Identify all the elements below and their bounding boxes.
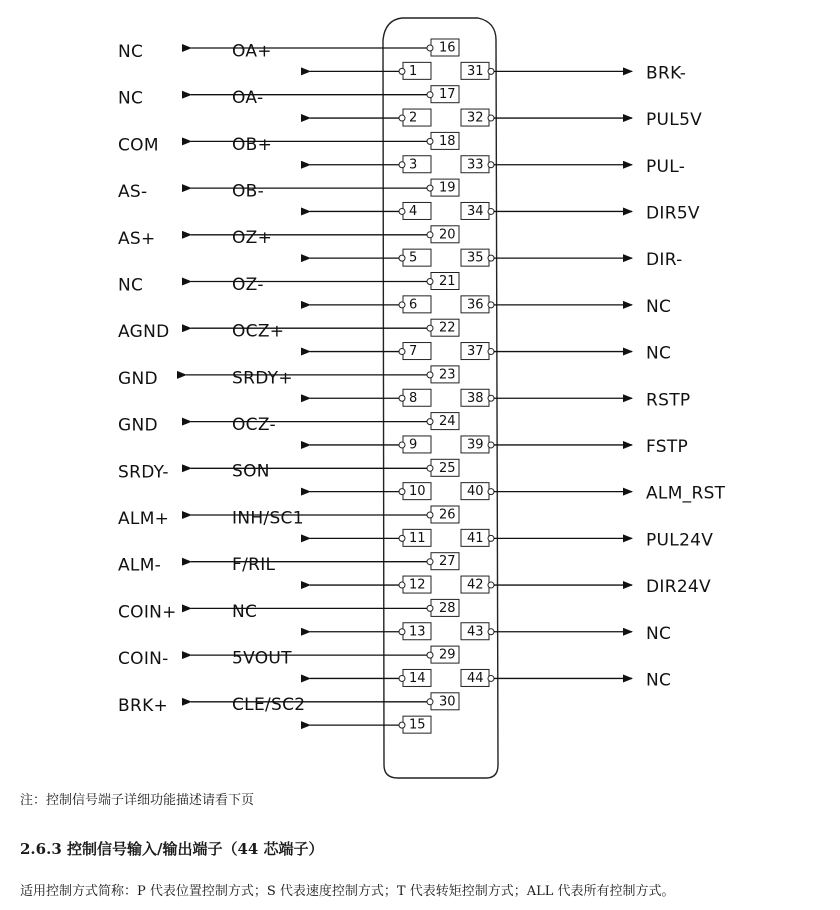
- pin-terminal: [399, 629, 405, 635]
- pin-number: 9: [409, 437, 418, 453]
- pin-number: 19: [439, 180, 456, 196]
- pin-terminal: [427, 605, 433, 611]
- signal-label-right: FSTP: [646, 436, 689, 457]
- signal-label-right: DIR-: [646, 250, 683, 271]
- pin-number: 22: [439, 320, 456, 336]
- pin-terminal: [488, 442, 494, 448]
- signal-label-mid: OCZ-: [232, 414, 276, 435]
- pin-terminal: [399, 442, 405, 448]
- pin-terminal: [427, 512, 433, 518]
- pin-terminal: [399, 115, 405, 121]
- signal-label-left: SRDY-: [118, 462, 169, 483]
- signal-label-right: BRK-: [646, 63, 687, 84]
- signal-label-left: AS-: [118, 182, 148, 203]
- pin-number: 42: [467, 577, 484, 593]
- pin-terminal: [427, 279, 433, 285]
- pin-number: 32: [467, 110, 484, 126]
- pin-terminal: [488, 629, 494, 635]
- pin-terminal: [488, 208, 494, 214]
- pin-number: 39: [467, 437, 484, 453]
- pin-number: 21: [439, 274, 456, 289]
- signal-label-mid: F/RIL: [232, 555, 276, 576]
- pin-number: 15: [409, 717, 426, 733]
- pin-number: 14: [409, 670, 426, 686]
- pin-number: 33: [467, 157, 484, 173]
- pin-number: 25: [439, 460, 456, 476]
- pin-number: 3: [409, 157, 418, 173]
- signal-label-mid: OZ-: [232, 274, 264, 295]
- pin-terminal: [399, 68, 405, 74]
- pin-terminal: [399, 255, 405, 261]
- pin-number: 27: [439, 554, 456, 570]
- pin-number: 44: [467, 670, 484, 686]
- signal-label-right: NC: [646, 296, 672, 317]
- pin-number: 30: [439, 694, 456, 710]
- signal-label-mid: OA-: [232, 88, 264, 109]
- pin-number: 24: [439, 414, 456, 430]
- signal-label-right: PUL-: [646, 156, 686, 177]
- pin-terminal: [427, 419, 433, 425]
- signal-label-left: ALM+: [118, 509, 170, 529]
- signal-label-left: AS+: [118, 228, 156, 249]
- pin-number: 28: [439, 600, 456, 616]
- pin-terminal: [427, 559, 433, 565]
- signal-label-left: COIN+: [118, 602, 177, 623]
- signal-label-mid: OB-: [232, 181, 265, 202]
- pin-terminal: [399, 162, 405, 168]
- signal-label-mid: SON: [232, 461, 270, 482]
- signal-label-right: DIR24V: [646, 577, 711, 598]
- pin-number: 5: [409, 250, 418, 266]
- signal-label-mid: 5VOUT: [232, 648, 292, 669]
- signal-label-right: ALM_RST: [646, 483, 726, 504]
- pin-terminal: [427, 92, 433, 98]
- signal-label-left: AGND: [118, 322, 170, 343]
- pin-number: 43: [467, 624, 484, 640]
- pin-terminal: [427, 465, 433, 471]
- section-heading: 2.6.3 控制信号输入/输出端子（44 芯端子）: [20, 840, 324, 858]
- signal-label-mid: INH/SC1: [232, 508, 304, 529]
- signal-label-left: COM: [118, 135, 159, 156]
- pin-terminal: [488, 68, 494, 74]
- pin-number: 17: [439, 87, 456, 103]
- signal-label-right: DIR5V: [646, 203, 700, 224]
- pin-number: 12: [409, 577, 426, 593]
- pin-number: 38: [467, 390, 484, 406]
- pin-terminal: [427, 699, 433, 705]
- pin-number: 41: [467, 530, 484, 546]
- pin-terminal: [488, 302, 494, 308]
- pin-number: 34: [467, 203, 484, 219]
- signal-label-mid: OA+: [232, 41, 272, 62]
- pin-number: 1: [409, 63, 418, 79]
- pin-number: 20: [439, 227, 456, 243]
- pin-terminal: [488, 349, 494, 355]
- pin-number: 16: [439, 40, 456, 56]
- pin-number: 6: [409, 297, 418, 313]
- pin-number: 29: [439, 647, 456, 663]
- pin-terminal: [399, 208, 405, 214]
- pin-number: 2: [409, 110, 418, 126]
- signal-label-right: PUL5V: [646, 110, 703, 131]
- pin-terminal: [488, 115, 494, 121]
- pin-number: 8: [409, 390, 418, 406]
- signal-label-right: NC: [646, 623, 672, 644]
- signal-label-mid: NC: [232, 601, 258, 622]
- pin-terminal: [427, 325, 433, 331]
- pin-terminal: [399, 722, 405, 728]
- signal-label-left: BRK+: [118, 695, 169, 716]
- signal-label-left: GND: [118, 415, 158, 436]
- pin-terminal: [488, 255, 494, 261]
- pin-terminal: [399, 535, 405, 541]
- pin-number: 36: [467, 297, 484, 313]
- signal-label-mid: OB+: [232, 134, 273, 155]
- pin-terminal: [488, 582, 494, 588]
- pin-number: 37: [467, 344, 484, 360]
- signal-label-left: NC: [118, 275, 144, 296]
- pins-layer: [118, 39, 726, 733]
- diagram-note: 注：控制信号端子详细功能描述请看下页: [20, 793, 255, 808]
- signal-label-mid: OCZ+: [232, 321, 285, 342]
- pin-terminal: [427, 372, 433, 378]
- pin-number: 4: [409, 203, 418, 219]
- pin-terminal: [488, 162, 494, 168]
- pin-number: 10: [409, 484, 426, 500]
- pin-number: 18: [439, 133, 456, 149]
- pin-terminal: [488, 489, 494, 495]
- pin-terminal: [488, 675, 494, 681]
- signal-label-mid: OZ+: [232, 228, 273, 249]
- pin-terminal: [488, 535, 494, 541]
- pin-number: 26: [439, 507, 456, 523]
- signal-label-left: NC: [118, 88, 144, 109]
- pin-terminal: [399, 675, 405, 681]
- pin-terminal: [427, 45, 433, 51]
- signal-label-right: RSTP: [646, 390, 691, 411]
- pin-number: 31: [467, 63, 484, 79]
- pin-terminal: [427, 232, 433, 238]
- pin-terminal: [399, 489, 405, 495]
- pin-number: 40: [467, 484, 484, 500]
- pin-terminal: [427, 185, 433, 191]
- signal-label-mid: SRDY+: [232, 368, 293, 389]
- pin-number: 23: [439, 367, 456, 383]
- pin-terminal: [488, 395, 494, 401]
- signal-label-right: PUL24V: [646, 530, 714, 551]
- control-mode-abbreviations: 适用控制方式简称：P 代表位置控制方式；S 代表速度控制方式；T 代表转矩控制方式；ALL 代表所有控制方式。: [20, 884, 675, 899]
- signal-label-left: NC: [118, 42, 144, 62]
- pin-number: 7: [409, 344, 418, 360]
- pin-terminal: [427, 652, 433, 658]
- signal-label-left: ALM-: [118, 555, 162, 576]
- pin-number: 11: [409, 530, 426, 546]
- pin-number: 13: [409, 624, 426, 640]
- signal-label-right: NC: [646, 670, 672, 691]
- signal-label-left: COIN-: [118, 649, 169, 670]
- signal-label-mid: CLE/SC2: [232, 695, 306, 716]
- signal-label-right: NC: [646, 343, 672, 364]
- signal-label-left: GND: [118, 368, 158, 389]
- pin-terminal: [427, 138, 433, 144]
- pin-terminal: [399, 395, 405, 401]
- pin-terminal: [399, 349, 405, 355]
- pin-terminal: [399, 582, 405, 588]
- pin-terminal: [399, 302, 405, 308]
- pin-number: 35: [467, 250, 484, 266]
